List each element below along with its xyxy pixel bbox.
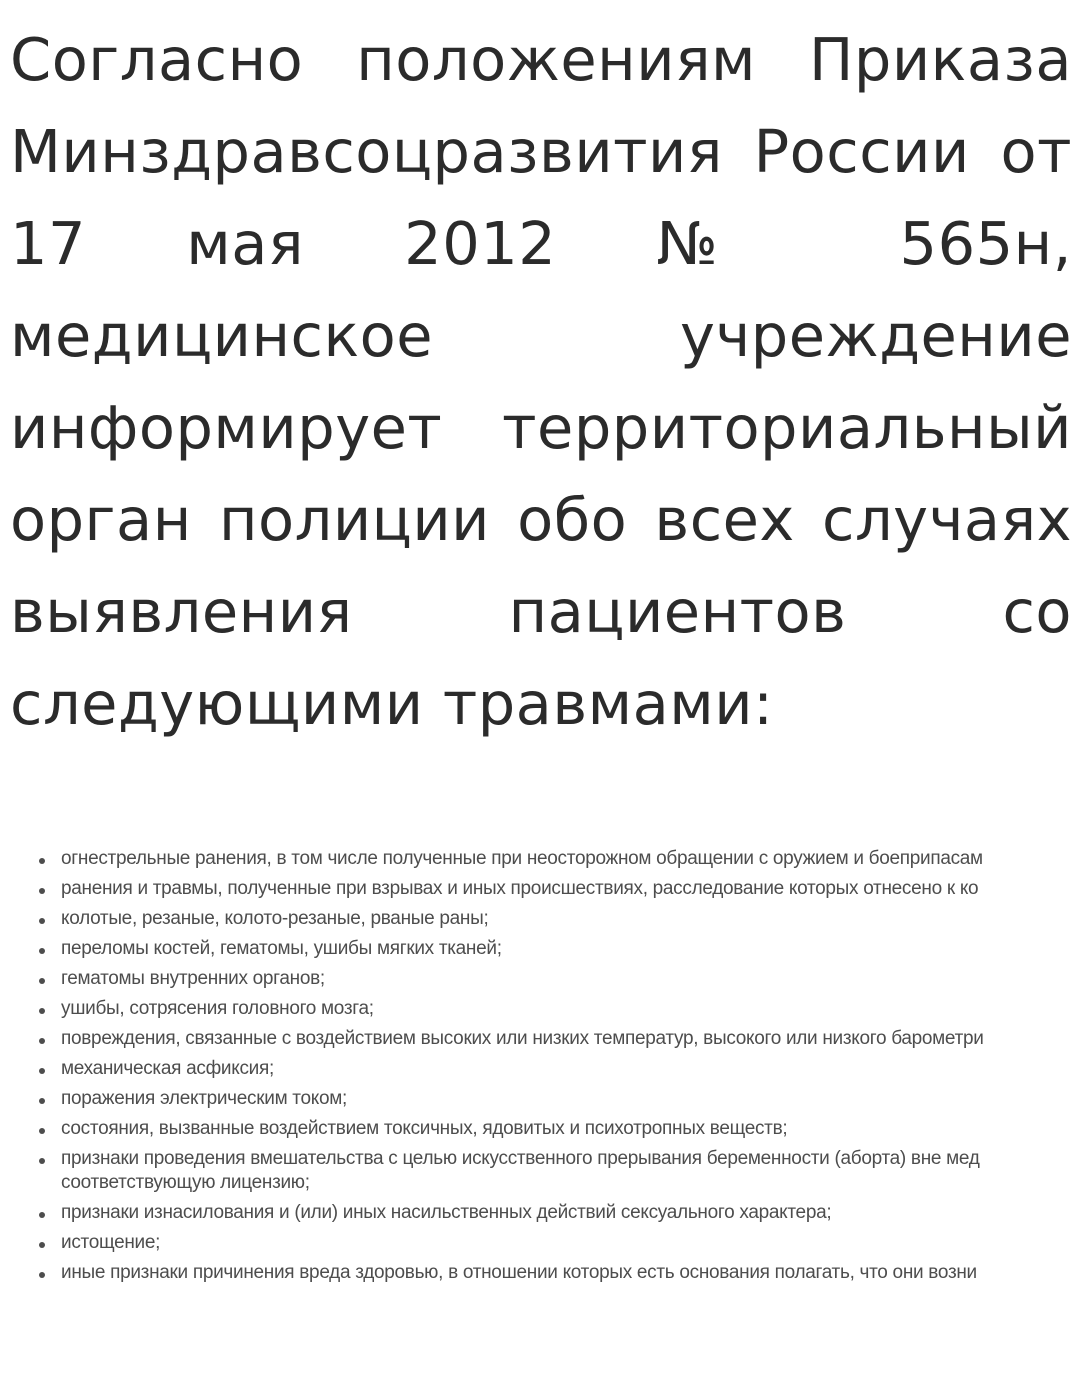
- list-item: [61, 876, 1080, 902]
- list-item: [61, 906, 1080, 932]
- list-item-text: признаки изнасилования и (или) иных насильственных действий сексуального характера;: [61, 1202, 832, 1223]
- list-item: [61, 1230, 1080, 1256]
- list-item-text: ушибы, сотрясения головного мозга;: [61, 998, 374, 1019]
- list-item: [61, 1200, 1080, 1226]
- list-item-text: истощение;: [61, 1232, 161, 1253]
- list-item: [61, 1056, 1080, 1082]
- list-item: [61, 1116, 1080, 1142]
- list-item: [61, 1260, 1080, 1286]
- list-item: [61, 846, 1080, 872]
- list-item: [61, 1146, 1080, 1196]
- list-item-text: гематомы внутренних органов;: [61, 968, 325, 989]
- list-item: [61, 936, 1080, 962]
- list-item: [61, 996, 1080, 1022]
- list-item-text-continued: соответствующую лицензию;: [61, 1172, 310, 1193]
- injury-list: [0, 846, 1080, 1286]
- list-item-text: ранения и травмы, полученные при взрывах и иных происшествиях, расследование которых отнесено к ко: [61, 878, 979, 899]
- list-item: [61, 966, 1080, 992]
- list-item-text: механическая асфиксия;: [61, 1058, 274, 1079]
- list-item: [61, 1026, 1080, 1052]
- injury-list-image: [0, 846, 1080, 1290]
- list-item-text: поражения электрическим током;: [61, 1088, 348, 1109]
- list-item-text: переломы костей, гематомы, ушибы мягких тканей;: [61, 938, 502, 959]
- intro-paragraph: Согласно положениям Приказа Минздравсоцразвития России от 17 мая 2012 № 565н, медицинское учреждение информирует территориальный орган полиции обо всех случаях выявления пациентов со следующими травмами:: [10, 25, 1072, 738]
- list-item-text: колотые, резаные, колото-резаные, рваные раны;: [61, 908, 489, 929]
- list-item-text: иные признаки причинения вреда здоровью, в отношении которых есть основания полагать, что они возни: [61, 1262, 977, 1283]
- list-item-text: состояния, вызванные воздействием токсичных, ядовитых и психотропных веществ;: [61, 1118, 788, 1139]
- list-item-text: повреждения, связанные с воздействием высоких или низких температур, высокого или низкого барометри: [61, 1028, 984, 1049]
- list-item-text: признаки проведения вмешательства с целью искусственного прерывания беременности (аборта) вне мед: [61, 1148, 980, 1169]
- list-item: [61, 1086, 1080, 1112]
- list-item-text: огнестрельные ранения, в том числе полученные при неосторожном обращении с оружием и боеприпасам: [61, 848, 983, 869]
